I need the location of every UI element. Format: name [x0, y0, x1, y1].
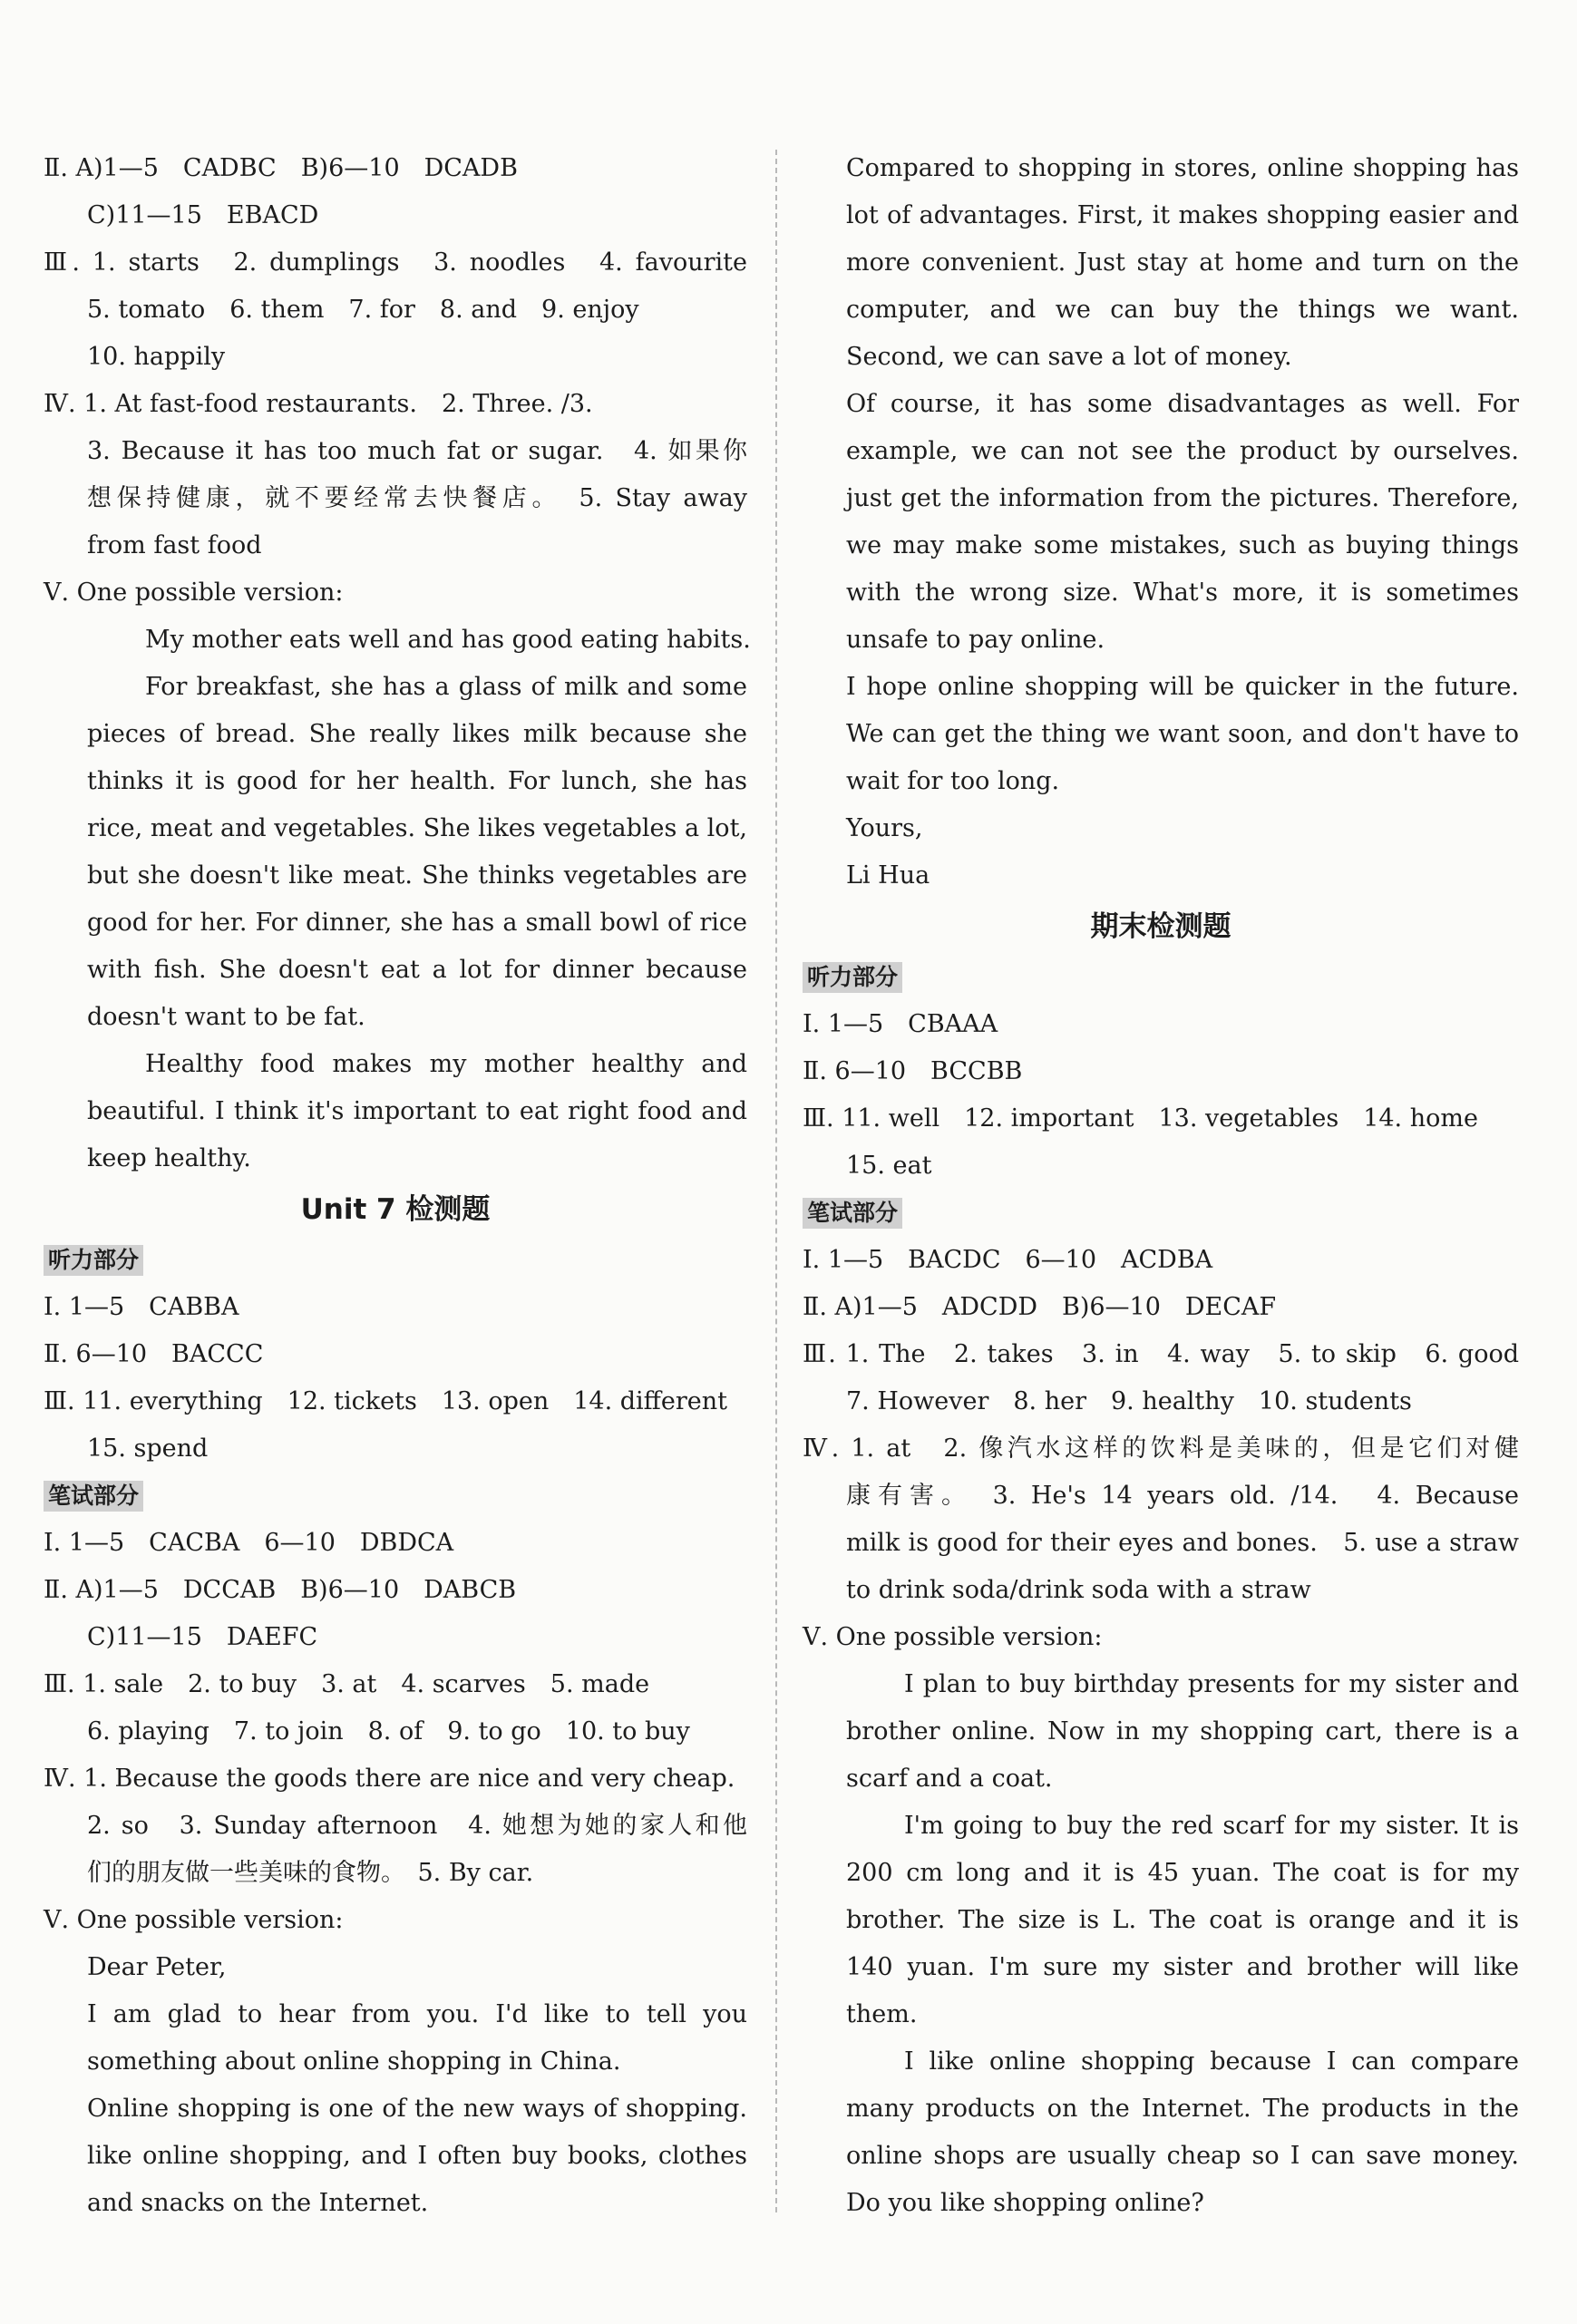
essay-line: Do you like shopping online?: [846, 2189, 1204, 2217]
answer-line: Ⅲ. 1. sale 2. to buy 3. at 4. scarves 5. made: [44, 1670, 650, 1698]
answer-line: Ⅲ. 11. well 12. important 13. vegetables 14. home: [803, 1104, 1478, 1133]
letter-line: Li Hua: [846, 861, 930, 890]
answer-line: Ⅱ. A)1—5 DCCAB B)6—10 DABCB: [44, 1576, 517, 1604]
answer-line: 康有害。 3. He's 14 years old. /14. 4. Because: [846, 1482, 1519, 1510]
answer-line: Ⅳ. 1. at 2. 像汽水这样的饮料是美味的，但是它们对健: [803, 1434, 1519, 1463]
answer-line: from fast food: [87, 531, 262, 559]
essay-line: but she doesn't like meat. She thinks vegetables are: [87, 861, 747, 890]
letter-line: wait for too long.: [846, 767, 1060, 795]
essay-line: brother. The size is L. The coat is orange and it is: [846, 1906, 1519, 1934]
column-divider: [775, 150, 777, 2212]
answer-line: Ⅳ. 1. At fast-food restaurants. 2. Three. /3.: [44, 390, 593, 418]
answer-line: 们的朋友做一些美味的食物。 5. By car.: [87, 1859, 534, 1887]
letter-line: like online shopping, and I often buy books, clothes: [87, 2142, 747, 2170]
answer-line: 10. happily: [87, 343, 226, 371]
section-label-listening: 听力部分: [44, 1237, 747, 1284]
answer-line: Ⅴ. One possible version:: [44, 1906, 344, 1934]
essay-line: 140 yuan. I'm sure my sister and brother will like: [846, 1953, 1519, 1981]
letter-line: example, we can not see the product by ourselves.: [846, 437, 1519, 465]
answer-line: C)11—15 EBACD: [87, 201, 319, 229]
answer-line: Ⅱ. A)1—5 CADBC B)6—10 DCADB: [44, 154, 518, 182]
unit7-title: Unit 7 检测题: [300, 1193, 491, 1226]
answer-line: 5. tomato 6. them 7. for 8. and 9. enjoy: [87, 296, 639, 324]
answer-line: 15. spend: [87, 1434, 209, 1463]
section-label-written: 笔试部分: [44, 1473, 747, 1520]
answer-line: Ⅴ. One possible version:: [44, 579, 344, 607]
section-label-listening: 听力部分: [803, 954, 1519, 1001]
essay-line: For breakfast, she has a glass of milk and some: [145, 673, 747, 701]
answer-line: Ⅱ. 6—10 BCCBB: [803, 1057, 1023, 1085]
essay-line: I'm going to buy the red scarf for my sister. It is: [904, 1812, 1519, 1840]
essay-line: My mother eats well and has good eating habits.: [145, 626, 751, 654]
letter-line: unsafe to pay online.: [846, 626, 1105, 654]
essay-line: brother online. Now in my shopping cart, there is a: [846, 1717, 1519, 1745]
answer-line: 7. However 8. her 9. healthy 10. students: [846, 1387, 1412, 1415]
essay-line: pieces of bread. She really likes milk because she: [87, 720, 747, 748]
essay-line: them.: [846, 2000, 918, 2028]
essay-line: scarf and a coat.: [846, 1765, 1053, 1793]
answer-line: Ⅴ. One possible version:: [803, 1623, 1103, 1651]
right-column: [803, 145, 1519, 2227]
letter-line: I hope online shopping will be quicker in the future.: [846, 673, 1519, 701]
letter-line: Second, we can save a lot of money.: [846, 343, 1292, 371]
essay-line: I like online shopping because I can compare: [904, 2047, 1519, 2076]
left-column: [44, 145, 751, 2227]
answer-line: Ⅰ. 1—5 BACDC 6—10 ACDBA: [803, 1246, 1213, 1274]
letter-line: lot of advantages. First, it makes shopping easier and: [846, 201, 1519, 229]
answer-line: milk is good for their eyes and bones. 5. use a straw: [846, 1529, 1519, 1557]
letter-line: Dear Peter,: [87, 1953, 227, 1981]
essay-line: rice, meat and vegetables. She likes vegetables a lot,: [87, 814, 747, 842]
section-label-written: 笔试部分: [803, 1190, 1519, 1237]
answer-line: 15. eat: [846, 1152, 932, 1180]
letter-line: Compared to shopping in stores, online shopping has: [846, 154, 1519, 182]
answer-line: Ⅲ. 1. starts 2. dumplings 3. noodles 4. favourite: [44, 248, 747, 277]
answer-line: Ⅳ. 1. Because the goods there are nice and very cheap.: [44, 1765, 735, 1793]
answer-line: C)11—15 DAEFC: [87, 1623, 318, 1651]
answer-line: Ⅲ. 11. everything 12. tickets 13. open 14. different: [44, 1387, 727, 1415]
letter-line: more convenient. Just stay at home and turn on the: [846, 248, 1519, 277]
essay-line: keep healthy.: [87, 1144, 251, 1172]
answer-line: 3. Because it has too much fat or sugar. 4. 如果你: [87, 437, 747, 465]
letter-line: Yours,: [846, 814, 923, 842]
answer-line: Ⅱ. 6—10 BACCC: [44, 1340, 264, 1368]
letter-line: Of course, it has some disadvantages as well. For: [846, 390, 1519, 418]
letter-line: just get the information from the pictures. Therefore,: [846, 484, 1519, 512]
essay-line: many products on the Internet. The products in the: [846, 2095, 1519, 2123]
essay-line: 200 cm long and it is 45 yuan. The coat is for my: [846, 1859, 1519, 1887]
answer-line: Ⅰ. 1—5 CABBA: [44, 1293, 239, 1321]
essay-line: with fish. She doesn't eat a lot for dinner because: [87, 956, 747, 984]
letter-line: something about online shopping in China.: [87, 2047, 621, 2076]
essay-line: good for her. For dinner, she has a small bowl of rice: [87, 909, 747, 937]
answer-line: to drink soda/drink soda with a straw: [846, 1576, 1311, 1604]
answer-line: 2. so 3. Sunday afternoon 4. 她想为她的家人和他: [87, 1812, 747, 1840]
letter-line: and snacks on the Internet.: [87, 2189, 429, 2217]
answer-line: 6. playing 7. to join 8. of 9. to go 10. to buy: [87, 1717, 690, 1745]
letter-line: I am glad to hear from you. I'd like to tell you: [87, 2000, 747, 2028]
answer-line: 想保持健康，就不要经常去快餐店。 5. Stay away: [87, 484, 747, 512]
essay-line: online shops are usually cheap so I can save money.: [846, 2142, 1519, 2170]
answer-line: Ⅱ. A)1—5 ADCDD B)6—10 DECAF: [803, 1293, 1277, 1321]
essay-line: I plan to buy birthday presents for my sister and: [904, 1670, 1519, 1698]
essay-line: thinks it is good for her health. For lunch, she has: [87, 767, 747, 795]
answer-line: Ⅰ. 1—5 CBAAA: [803, 1010, 998, 1038]
letter-line: We can get the thing we want soon, and don't have to: [846, 720, 1519, 748]
essay-line: Healthy food makes my mother healthy and: [145, 1050, 747, 1078]
essay-line: doesn't want to be fat.: [87, 1003, 365, 1031]
answer-line: Ⅰ. 1—5 CACBA 6—10 DBDCA: [44, 1529, 454, 1557]
letter-line: with the wrong size. What's more, it is sometimes: [846, 579, 1519, 607]
letter-line: Online shopping is one of the new ways of shopping.: [87, 2095, 747, 2123]
final-exam-title: 期末检测题: [1090, 910, 1231, 943]
letter-line: computer, and we can buy the things we want.: [846, 296, 1519, 324]
letter-line: we may make some mistakes, such as buying things: [846, 531, 1519, 559]
answer-line: Ⅲ. 1. The 2. takes 3. in 4. way 5. to skip 6. good: [803, 1340, 1519, 1368]
essay-line: beautiful. I think it's important to eat right food and: [87, 1097, 747, 1125]
